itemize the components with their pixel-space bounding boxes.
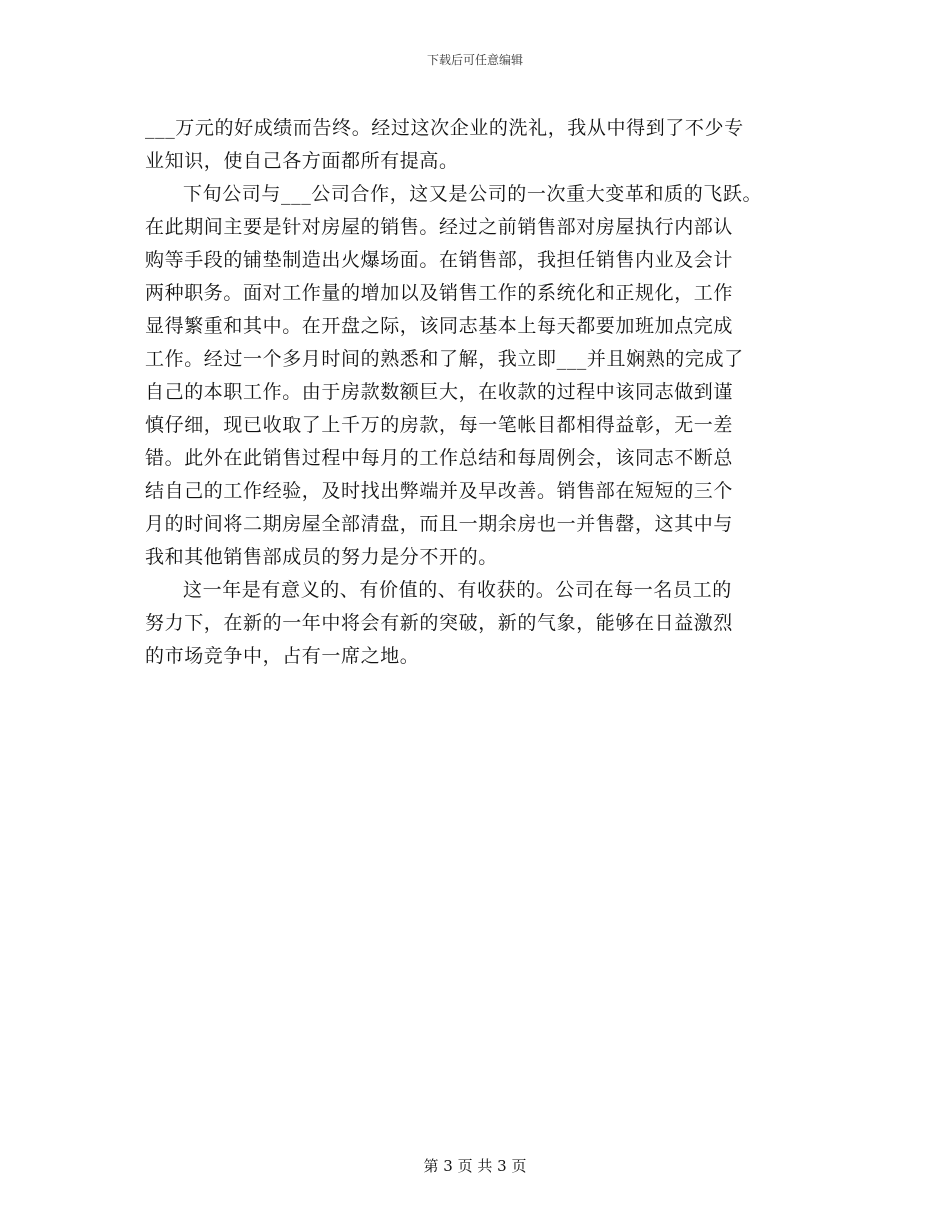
text-line: 自己的本职工作。由于房款数额巨大，在收款的过程中该同志做到谨: [145, 381, 734, 403]
text-line: 这一年是有意义的、有价值的、有收获的。公司在每一名员工的: [183, 579, 732, 601]
text-line: 业知识，使自己各方面都所有提高。: [145, 150, 459, 172]
text-line: 我和其他销售部成员的努力是分不开的。: [145, 546, 498, 568]
text-line: 月的时间将二期房屋全部清盘，而且一期余房也一并售罄，这其中与: [145, 513, 734, 535]
text-line: 购等手段的铺垫制造出火爆场面。在销售部，我担任销售内业及会计: [145, 249, 734, 271]
text-line: 慎仔细，现已收取了上千万的房款，每一笔帐目都相得益彰，无一差: [145, 414, 734, 436]
page-number-footer: 第 3 页 共 3 页: [423, 1157, 527, 1175]
text-line: 努力下，在新的一年中将会有新的突破，新的气象，能够在日益激烈: [145, 612, 734, 634]
text-line: 在此期间主要是针对房屋的销售。经过之前销售部对房屋执行内部认: [145, 216, 734, 238]
text-line: 两种职务。面对工作量的增加以及销售工作的系统化和正规化，工作: [145, 282, 734, 304]
page-header: 下载后可任意编辑: [426, 53, 523, 67]
text-line: 的市场竞争中，占有一席之地。: [145, 645, 420, 667]
text-line: 错。此外在此销售过程中每月的工作总结和每周例会，该同志不断总: [145, 447, 734, 469]
document-body: [145, 112, 825, 673]
text-line: 显得繁重和其中。在开盘之际，该同志基本上每天都要加班加点完成: [145, 315, 734, 337]
text-line: 结自己的工作经验，及时找出弊端并及早改善。销售部在短短的三个: [145, 480, 734, 502]
text-line: ___万元的好成绩而告终。经过这次企业的洗礼，我从中得到了不少专: [145, 117, 744, 139]
text-line: 工作。经过一个多月时间的熟悉和了解，我立即___并且娴熟的完成了: [145, 348, 744, 370]
text-line: 下旬公司与___公司合作，这又是公司的一次重大变革和质的飞跃。: [183, 183, 763, 205]
